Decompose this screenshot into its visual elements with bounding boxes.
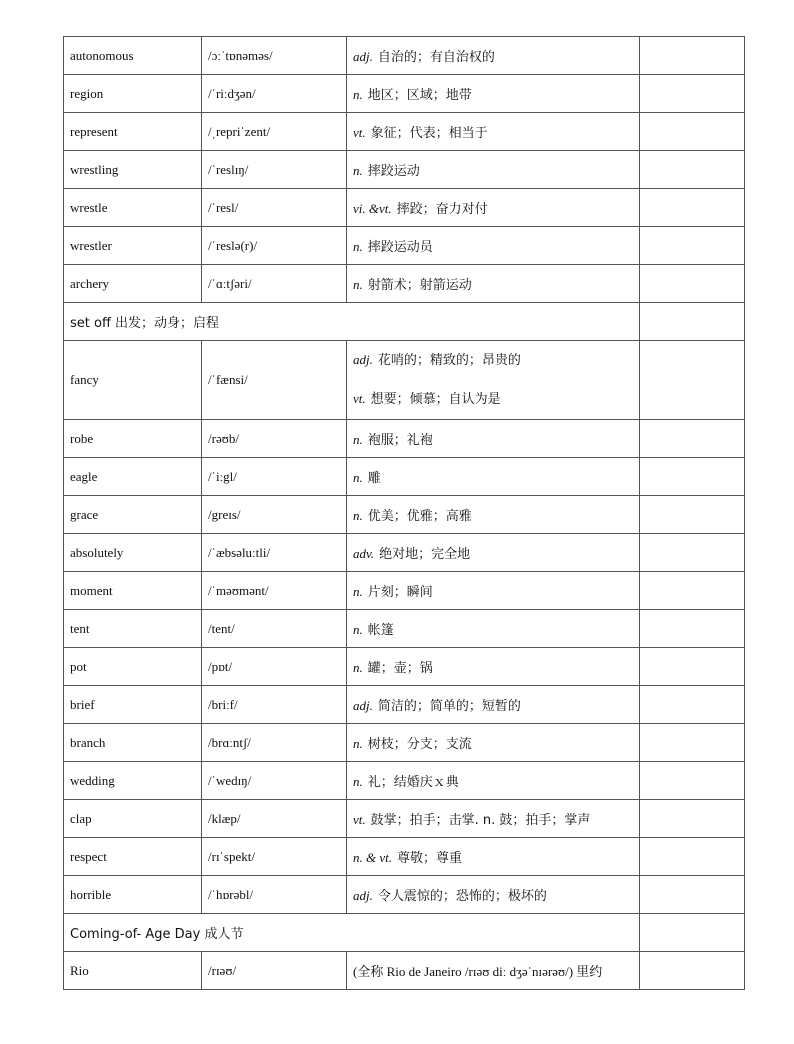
- phonetic-cell: /tent/: [202, 610, 347, 648]
- word-cell: brief: [64, 686, 202, 724]
- empty-cell: [640, 876, 745, 914]
- definition-text: 礼；结婚庆ｘ典: [367, 775, 459, 790]
- phonetic-cell: /ˈməʊmənt/: [202, 572, 347, 610]
- empty-cell: [640, 838, 745, 876]
- definition-text: 自治的；有自治权的: [377, 50, 495, 65]
- definition-text: 射箭术；射箭运动: [367, 278, 472, 293]
- phonetic-cell: /ˈɑːtʃəri/: [202, 265, 347, 303]
- phonetic-cell: /ˈfænsi/: [202, 341, 347, 420]
- word-cell: absolutely: [64, 534, 202, 572]
- meaning-cell: [347, 648, 640, 686]
- phrase-text: Coming-of- Age Day 成人节: [70, 927, 244, 942]
- table-row: [64, 572, 745, 610]
- meaning-cell: [347, 37, 640, 75]
- empty-cell: [640, 914, 745, 952]
- table-row: [64, 75, 745, 113]
- definition-text: 简洁的；简单的；短暂的: [377, 699, 521, 714]
- phonetic-cell: /greɪs/: [202, 496, 347, 534]
- part-of-speech: n.: [353, 277, 363, 292]
- word-cell: moment: [64, 572, 202, 610]
- table-row: [64, 610, 745, 648]
- word-cell: region: [64, 75, 202, 113]
- empty-cell: [640, 75, 745, 113]
- word-cell: archery: [64, 265, 202, 303]
- definition-text: 绝对地；完全地: [379, 547, 471, 562]
- table-row: [64, 265, 745, 303]
- empty-cell: [640, 303, 745, 341]
- phonetic-cell: /ɔːˈtɒnəməs/: [202, 37, 347, 75]
- definition-text: 尊敬；尊重: [397, 851, 463, 866]
- word-cell: wrestling: [64, 151, 202, 189]
- word-cell: wrestle: [64, 189, 202, 227]
- empty-cell: [640, 724, 745, 762]
- table-row: [64, 876, 745, 914]
- phonetic-cell: /rɪˈspekt/: [202, 838, 347, 876]
- phonetic-cell: /ˈreslɪŋ/: [202, 151, 347, 189]
- meaning-cell: [347, 189, 640, 227]
- word-cell: fancy: [64, 341, 202, 420]
- word-cell: respect: [64, 838, 202, 876]
- part-of-speech: n.: [353, 774, 363, 789]
- word-cell: represent: [64, 113, 202, 151]
- table-row: [64, 914, 745, 952]
- word-cell: robe: [64, 420, 202, 458]
- word-cell: tent: [64, 610, 202, 648]
- meaning-cell: [347, 496, 640, 534]
- table-row: [64, 496, 745, 534]
- definition-text: 花哨的；精致的；昂贵的: [377, 353, 521, 368]
- part-of-speech: n.: [353, 470, 363, 485]
- part-of-speech: n.: [353, 660, 363, 675]
- meaning-cell: [347, 75, 640, 113]
- part-of-speech: n.: [353, 584, 363, 599]
- note-text: (全称 Rio de Janeiro /rɪəʊ diː dʒəˈnɪərəʊ/) 里约: [353, 964, 603, 979]
- empty-cell: [640, 341, 745, 420]
- phrase-cell: [64, 914, 640, 952]
- vocabulary-table: [63, 36, 745, 990]
- phonetic-cell: /ˈreslə(r)/: [202, 227, 347, 265]
- part-of-speech: adj.: [353, 49, 373, 64]
- definition-text: 摔跤运动员: [367, 240, 433, 255]
- meaning-cell: [347, 420, 640, 458]
- empty-cell: [640, 572, 745, 610]
- empty-cell: [640, 800, 745, 838]
- meaning-cell: [347, 265, 640, 303]
- table-row: [64, 227, 745, 265]
- part-of-speech: n.: [353, 508, 363, 523]
- phrase-cell: [64, 303, 640, 341]
- part-of-speech: adj.: [353, 888, 373, 903]
- definition-text: 地区；区域；地带: [367, 88, 472, 103]
- meaning-cell: [347, 227, 640, 265]
- phonetic-cell: /klæp/: [202, 800, 347, 838]
- meaning-cell: [347, 610, 640, 648]
- word-cell: autonomous: [64, 37, 202, 75]
- phonetic-cell: /brɑːntʃ/: [202, 724, 347, 762]
- phonetic-cell: /briːf/: [202, 686, 347, 724]
- meaning-cell: [347, 724, 640, 762]
- word-cell: branch: [64, 724, 202, 762]
- empty-cell: [640, 189, 745, 227]
- empty-cell: [640, 610, 745, 648]
- table-row: [64, 37, 745, 75]
- phonetic-cell: /ˈiːgl/: [202, 458, 347, 496]
- table-row: [64, 151, 745, 189]
- part-of-speech: n. & vt.: [353, 850, 392, 865]
- phonetic-cell: /ˈresl/: [202, 189, 347, 227]
- meaning-cell: [347, 534, 640, 572]
- definition-text: 想要；倾慕；自认为是: [370, 392, 501, 407]
- table-row: [64, 724, 745, 762]
- word-cell: Rio: [64, 952, 202, 990]
- empty-cell: [640, 458, 745, 496]
- phonetic-cell: /pɒt/: [202, 648, 347, 686]
- word-cell: pot: [64, 648, 202, 686]
- empty-cell: [640, 420, 745, 458]
- table-row: [64, 800, 745, 838]
- meaning-cell: [347, 952, 640, 990]
- meaning-cell: [347, 341, 640, 420]
- empty-cell: [640, 227, 745, 265]
- phonetic-cell: /ˈæbsəluːtli/: [202, 534, 347, 572]
- definition-text: 片刻；瞬间: [367, 585, 433, 600]
- definition-text: 摔跤；奋力对付: [396, 202, 488, 217]
- table-row: [64, 762, 745, 800]
- table-row: [64, 838, 745, 876]
- part-of-speech: vi. &vt.: [353, 201, 392, 216]
- part-of-speech: vt.: [353, 812, 366, 827]
- empty-cell: [640, 762, 745, 800]
- table-row: [64, 648, 745, 686]
- definition-text: 雕: [367, 471, 381, 486]
- empty-cell: [640, 265, 745, 303]
- definition-text: 帐篷: [367, 623, 394, 638]
- phonetic-cell: /ˌrepriˈzent/: [202, 113, 347, 151]
- part-of-speech: n.: [353, 432, 363, 447]
- table-row: [64, 952, 745, 990]
- part-of-speech: n.: [353, 736, 363, 751]
- definition-text: 令人震惊的；恐怖的；极坏的: [377, 889, 547, 904]
- word-cell: wedding: [64, 762, 202, 800]
- word-cell: horrible: [64, 876, 202, 914]
- meaning-cell: [347, 838, 640, 876]
- definition-text: 树枝；分支；支流: [367, 737, 472, 752]
- phonetic-cell: /ˈriːdʒən/: [202, 75, 347, 113]
- meaning-cell: [347, 572, 640, 610]
- part-of-speech: n.: [353, 87, 363, 102]
- table-row: [64, 420, 745, 458]
- table-row: [64, 458, 745, 496]
- definition-text: 摔跤运动: [367, 164, 420, 179]
- meaning-cell: [347, 762, 640, 800]
- table-row: [64, 189, 745, 227]
- empty-cell: [640, 952, 745, 990]
- part-of-speech: adj.: [353, 698, 373, 713]
- part-of-speech: n.: [353, 239, 363, 254]
- definition-text: 象征；代表；相当于: [370, 126, 488, 141]
- part-of-speech: n.: [353, 163, 363, 178]
- word-cell: grace: [64, 496, 202, 534]
- table-row: [64, 534, 745, 572]
- table-row: [64, 113, 745, 151]
- empty-cell: [640, 496, 745, 534]
- definition-text: 罐；壶；锅: [367, 661, 433, 676]
- part-of-speech: n.: [353, 622, 363, 637]
- word-cell: eagle: [64, 458, 202, 496]
- phrase-text: set off 出发；动身；启程: [70, 316, 220, 331]
- definition-text: 优美；优雅；高雅: [367, 509, 472, 524]
- meaning-cell: [347, 800, 640, 838]
- table-row: [64, 341, 745, 420]
- empty-cell: [640, 686, 745, 724]
- empty-cell: [640, 648, 745, 686]
- meaning-cell: [347, 686, 640, 724]
- definition-text: 袍服；礼袍: [367, 433, 433, 448]
- empty-cell: [640, 151, 745, 189]
- phonetic-cell: /rɪəʊ/: [202, 952, 347, 990]
- part-of-speech: adv.: [353, 546, 375, 561]
- meaning-cell: [347, 151, 640, 189]
- empty-cell: [640, 37, 745, 75]
- empty-cell: [640, 534, 745, 572]
- meaning-cell: [347, 458, 640, 496]
- word-cell: wrestler: [64, 227, 202, 265]
- part-of-speech: vt.: [353, 125, 366, 140]
- phonetic-cell: /ˈwedɪŋ/: [202, 762, 347, 800]
- meaning-cell: [347, 113, 640, 151]
- table-row: [64, 686, 745, 724]
- definition-text: 鼓掌；拍手；击掌. n. 鼓；拍手；掌声: [370, 813, 591, 828]
- phonetic-cell: /ˈhɒrəbl/: [202, 876, 347, 914]
- table-row: [64, 303, 745, 341]
- empty-cell: [640, 113, 745, 151]
- phonetic-cell: /rəʊb/: [202, 420, 347, 458]
- word-cell: clap: [64, 800, 202, 838]
- meaning-cell: [347, 876, 640, 914]
- part-of-speech: adj.: [353, 352, 373, 367]
- part-of-speech: vt.: [353, 391, 366, 406]
